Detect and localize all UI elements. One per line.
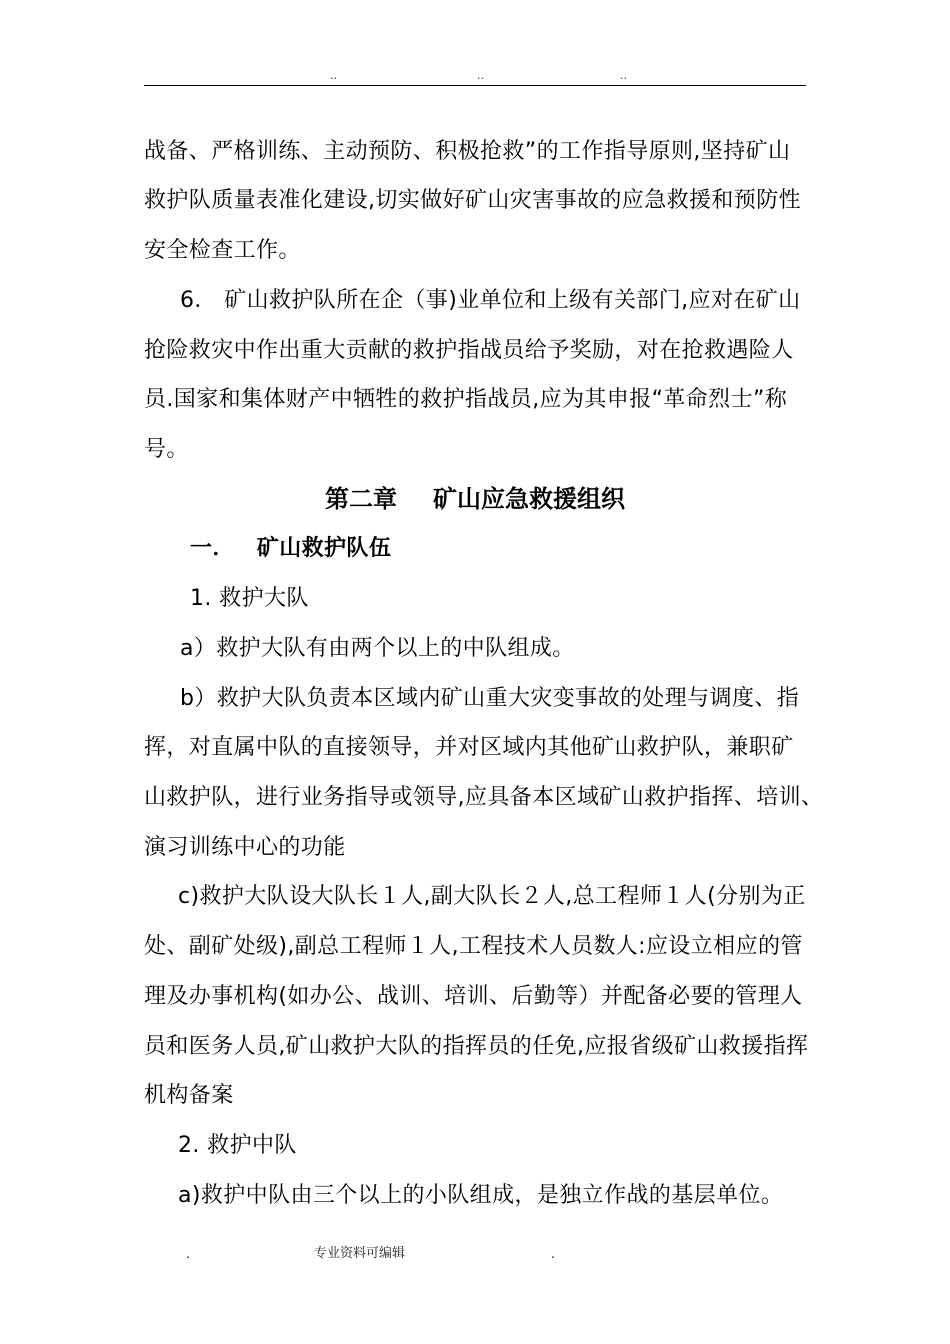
text-line: 处、副矿处级),副总工程师１人,工程技术人员数人:应设立相应的管 — [144, 934, 803, 959]
text-line: a）救护大队有由两个以上的中队组成。 — [180, 636, 575, 661]
header-dot-2: .. — [477, 69, 484, 82]
text-line: 山救护队，进行业务指导或领导,应具备本区域矿山救护指挥、培训、 — [144, 785, 824, 810]
text-line: 挥，对直属中队的直接领导，并对区域内其他矿山救护队，兼职矿 — [144, 735, 794, 760]
chapter-heading — [0, 483, 950, 515]
chapter-number: 第二章 — [325, 485, 397, 513]
text-line: 抢险救灾中作出重大贡献的救护指战员给予奖励，对在抢救遇险人 — [144, 338, 794, 363]
header-dot-1: .. — [330, 69, 337, 82]
text-line: 救护队质量表准化建设,切实做好矿山灾害事故的应急救援和预防性 — [144, 188, 801, 213]
section-title: 矿山救护队伍 — [256, 536, 392, 561]
text-line: 员.国家和集体财产中牺牲的救护指战员,应为其申报“革命烈士”称 — [144, 387, 788, 412]
header-rule — [144, 85, 806, 86]
text-line: c)救护大队设大队长１人,副大队长２人,总工程师１人(分别为正 — [178, 884, 806, 909]
text-line: 战备、严格训练、主动预防、积极抢救”的工作指导原则,坚持矿山 — [144, 139, 791, 164]
text-line: a)救护中队由三个以上的小队组成，是独立作战的基层单位。 — [178, 1183, 784, 1208]
footer-text: 专业资料可编辑 — [314, 1246, 406, 1261]
text-line: 6． 矿山救护队所在企（事)业单位和上级有关部门,应对在矿山 — [180, 288, 801, 313]
chapter-title: 矿山应急救援组织 — [433, 485, 625, 513]
footer-dot-left: . — [186, 1247, 190, 1261]
text-line: 安全检查工作。 — [144, 238, 301, 263]
text-line: 演习训练中心的功能 — [144, 835, 346, 860]
header-dot-3: .. — [620, 69, 627, 82]
subsection-heading: 2. 救护中队 — [178, 1133, 297, 1158]
text-line: 理及办事机构(如办公、战训、培训、后勤等）并配备必要的管理人 — [144, 984, 803, 1009]
text-line: 员和医务人员,矿山救护大队的指挥员的任免,应报省级矿山救援指挥 — [144, 1034, 809, 1059]
text-line: 机构备案 — [144, 1083, 234, 1108]
section-number: 一． — [190, 536, 235, 561]
subsection-heading: 1. 救护大队 — [190, 586, 309, 611]
text-line: 号。 — [144, 437, 189, 462]
text-line: b）救护大队负责本区域内矿山重大灾变事故的处理与调度、指 — [180, 686, 800, 711]
footer-dot-right: . — [551, 1247, 555, 1261]
section-heading — [190, 534, 391, 564]
